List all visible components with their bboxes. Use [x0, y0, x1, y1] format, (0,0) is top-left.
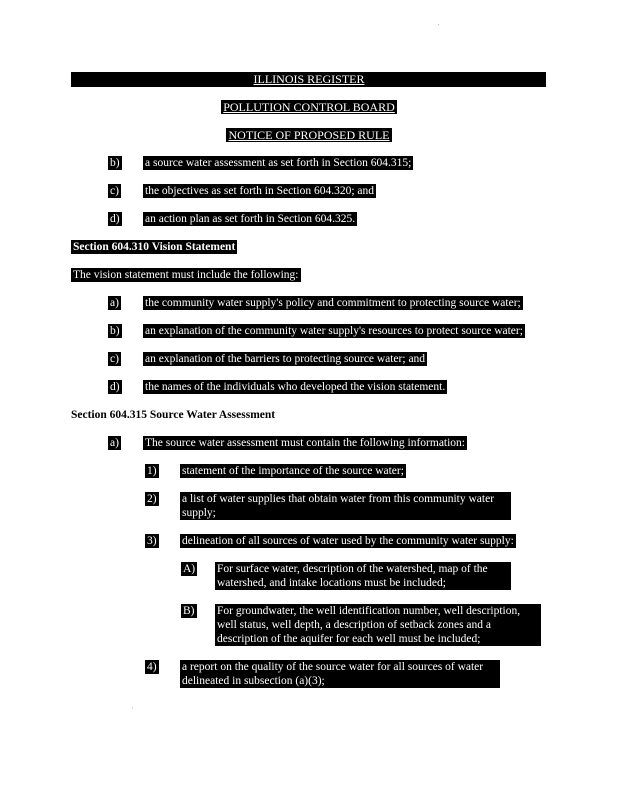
vision-item-label: a) [110, 297, 119, 309]
vision-item-text: the names of the individuals who developed the vision statement. [145, 381, 446, 393]
info-item-label: 4) [147, 661, 157, 673]
info-item-block [180, 492, 511, 520]
info-item-line: supply; [182, 507, 216, 519]
register-title: ILLINOIS REGISTER [253, 72, 365, 86]
source-item-line: For groundwater, the well identification number, well description, [217, 605, 521, 617]
intro-item-label: d) [110, 213, 120, 225]
info-item-line: a list of water supplies that obtain water from this community water [182, 493, 495, 505]
source-item-block [215, 562, 511, 590]
intro-item-text: the objectives as set forth in Section 604.320; and [145, 185, 374, 197]
intro-item-text: a source water assessment as set forth in Section 604.315; [145, 157, 412, 169]
info-item-label: 3) [147, 535, 157, 547]
vision-item-text: an explanation of the community water supply's resources to protect source water; [145, 325, 523, 337]
source-item-label: A) [183, 563, 196, 575]
info-item-text: delineation of all sources of water used by the community water supply: [182, 535, 514, 547]
scan-speck [132, 707, 133, 708]
board-name: POLLUTION CONTROL BOARD [223, 100, 395, 114]
vision-item-label: d) [110, 381, 120, 393]
info-item-label: 2) [147, 493, 157, 505]
assessment-item-label: a) [110, 437, 119, 449]
source-item-line: For surface water, description of the watershed, map of the [217, 563, 488, 575]
intro-item-label: b) [110, 157, 120, 169]
vision-item-text: an explanation of the barriers to protecting source water; and [145, 353, 426, 365]
intro-item-label: c) [110, 185, 119, 197]
header-rule [71, 86, 546, 87]
vision-item-text: the community water supply's policy and commitment to protecting source water; [145, 297, 521, 309]
source-item-label: B) [183, 605, 195, 617]
source-item-line: watershed, and intake locations must be included; [217, 577, 446, 589]
info-item-line: a report on the quality of the source water for all sources of water [182, 661, 484, 673]
source-item-line: well status, well depth, a description of setback zones and a [217, 619, 492, 631]
scan-speck [438, 24, 439, 25]
info-item-text: statement of the importance of the source water; [182, 465, 404, 477]
notice-title: NOTICE OF PROPOSED RULE [228, 128, 390, 142]
section-310-heading: Section 604.310 Vision Statement [73, 241, 236, 253]
info-item-line: delineated in subsection (a)(3); [182, 675, 325, 687]
info-item-label: 1) [147, 465, 157, 477]
section-310-lead: The vision statement must include the following: [73, 269, 299, 281]
section-315-heading: Section 604.315 Source Water Assessment [71, 409, 276, 421]
vision-item-label: c) [110, 353, 119, 365]
intro-item-text: an action plan as set forth in Section 604.325. [145, 213, 356, 225]
assessment-item-text: The source water assessment must contain the following information: [145, 437, 466, 449]
info-item-block [180, 660, 500, 688]
vision-item-label: b) [110, 325, 120, 337]
source-item-block [215, 604, 541, 646]
source-item-line: description of the aquifer for each well must be included; [217, 633, 481, 645]
